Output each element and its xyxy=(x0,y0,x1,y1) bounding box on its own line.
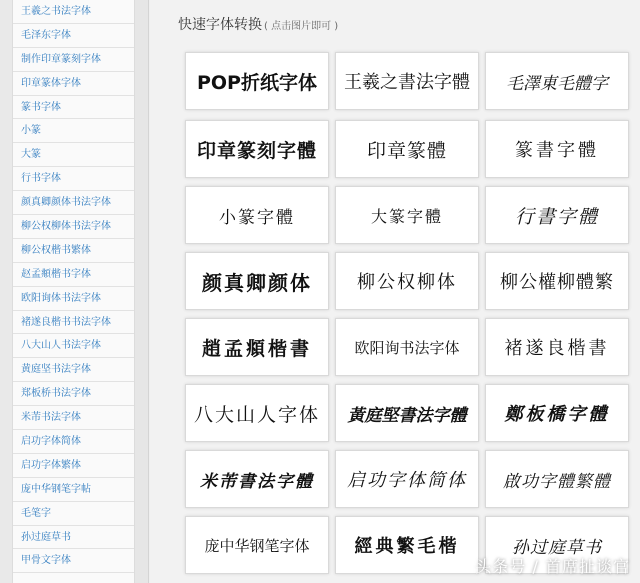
section-title-text: 快速字体转换 xyxy=(178,17,262,33)
font-sample-text: POP折纸字体 xyxy=(196,71,317,94)
font-sample-text: 趙孟頫楷書 xyxy=(201,337,312,360)
font-sample-tile[interactable] xyxy=(335,120,479,178)
sidebar-item[interactable]: 行书字体 xyxy=(13,167,134,191)
sidebar-item[interactable]: 庞中华钢笔字帖 xyxy=(13,478,134,502)
sidebar-item[interactable]: 欧阳询体书法字体 xyxy=(13,287,134,311)
font-sample-tile[interactable] xyxy=(185,252,329,310)
font-sample-tile[interactable] xyxy=(185,516,329,574)
sidebar-item[interactable]: 启功字体繁体 xyxy=(13,454,134,478)
font-sample-text: 柳公权柳体 xyxy=(357,272,457,293)
main-panel xyxy=(150,0,640,583)
font-sample-text: 鄭板橋字體 xyxy=(504,404,610,425)
font-sample-text: 王羲之書法字體 xyxy=(344,72,470,93)
font-sample-tile[interactable] xyxy=(485,252,629,310)
font-sample-text: 行書字體 xyxy=(514,205,599,228)
sidebar-item[interactable]: 米芾书法字体 xyxy=(13,406,134,430)
sidebar-item[interactable]: 八大山人书法字体 xyxy=(13,334,134,358)
sidebar-item[interactable]: 启功字体简体 xyxy=(13,430,134,454)
sidebar-item[interactable]: 柳公权楷书繁体 xyxy=(13,239,134,263)
left-edge-strip xyxy=(0,0,12,583)
font-sample-text: 欧阳询书法字体 xyxy=(354,338,460,357)
font-sample-text: 小篆字體 xyxy=(219,207,295,228)
font-sample-text: 庞中华钢笔字体 xyxy=(204,536,310,555)
sidebar-item[interactable]: 小篆 xyxy=(13,119,134,143)
sidebar-item[interactable]: 篆书字体 xyxy=(13,96,134,120)
section-title xyxy=(178,14,338,34)
sidebar-item[interactable]: 孙过庭草书 xyxy=(13,526,134,550)
font-sample-text: 大篆字體 xyxy=(370,206,443,226)
font-sample-tile[interactable] xyxy=(335,186,479,244)
font-sample-text: 毛澤東毛體字 xyxy=(506,73,608,94)
font-sample-tile[interactable] xyxy=(335,516,479,574)
sidebar-item[interactable]: 毛笔字 xyxy=(13,502,134,526)
sidebar-item[interactable]: 郑板桥书法字体 xyxy=(13,382,134,406)
sidebar-item[interactable]: 赵孟頫楷书字体 xyxy=(13,263,134,287)
font-sample-tile[interactable] xyxy=(335,52,479,110)
font-sample-tile[interactable] xyxy=(185,186,329,244)
font-sample-tile[interactable] xyxy=(185,318,329,376)
font-sample-tile[interactable] xyxy=(185,52,329,110)
font-category-sidebar xyxy=(12,0,135,583)
font-sample-tile[interactable] xyxy=(485,384,629,442)
font-sample-text: 經典繁毛楷 xyxy=(354,536,460,557)
font-sample-text: 启功字体简体 xyxy=(347,470,467,491)
sidebar-item[interactable]: 毛泽东字体 xyxy=(13,24,134,48)
font-sample-text: 印章篆體 xyxy=(366,139,447,162)
font-sample-tile[interactable] xyxy=(335,318,479,376)
sidebar-item[interactable]: 颜真卿颜体书法字体 xyxy=(13,191,134,215)
font-sample-tile[interactable] xyxy=(335,252,479,310)
font-sample-text: 褚遂良楷書 xyxy=(504,338,610,359)
font-sample-tile[interactable] xyxy=(335,450,479,508)
font-sample-text: 米芾書法字體 xyxy=(200,471,314,492)
font-sample-tile[interactable] xyxy=(485,318,629,376)
font-sample-tile[interactable] xyxy=(185,120,329,178)
font-sample-text: 柳公權柳體繁 xyxy=(500,272,614,293)
sidebar-item[interactable]: 褚遂良楷书书法字体 xyxy=(13,311,134,335)
font-sample-text: 篆書字體 xyxy=(515,140,599,161)
font-sample-text: 黃庭堅書法字體 xyxy=(347,405,467,426)
font-sample-tile[interactable] xyxy=(485,52,629,110)
sidebar-item[interactable]: 黄庭坚书法字体 xyxy=(13,358,134,382)
font-sample-text: 八大山人字体 xyxy=(193,403,320,426)
font-sample-tile[interactable] xyxy=(185,384,329,442)
sidebar-item[interactable]: 王羲之书法字体 xyxy=(13,0,134,24)
font-sample-tile[interactable] xyxy=(485,186,629,244)
sidebar-item[interactable]: 甲骨文字体 xyxy=(13,549,134,573)
font-sample-tile[interactable] xyxy=(185,450,329,508)
sidebar-item[interactable]: 印章篆体字体 xyxy=(13,72,134,96)
watermark-text: 头条号 / 首席扯谈官 xyxy=(475,557,630,576)
font-sample-tile[interactable] xyxy=(485,120,629,178)
font-sample-text: 印章篆刻字體 xyxy=(196,139,317,162)
font-sample-text: 孙过庭草书 xyxy=(512,537,602,558)
font-sample-text: 颜真卿颜体 xyxy=(202,270,312,295)
panel-divider xyxy=(135,0,149,583)
section-hint: ( 点击图片即可 ) xyxy=(264,21,339,32)
font-sample-text: 啟功字體繁體 xyxy=(503,471,611,492)
sidebar-item[interactable]: 大篆 xyxy=(13,143,134,167)
font-sample-tile[interactable] xyxy=(485,450,629,508)
sidebar-item[interactable]: 制作印章篆刻字体 xyxy=(13,48,134,72)
font-sample-tile[interactable] xyxy=(335,384,479,442)
sidebar-item[interactable]: 柳公权柳体书法字体 xyxy=(13,215,134,239)
